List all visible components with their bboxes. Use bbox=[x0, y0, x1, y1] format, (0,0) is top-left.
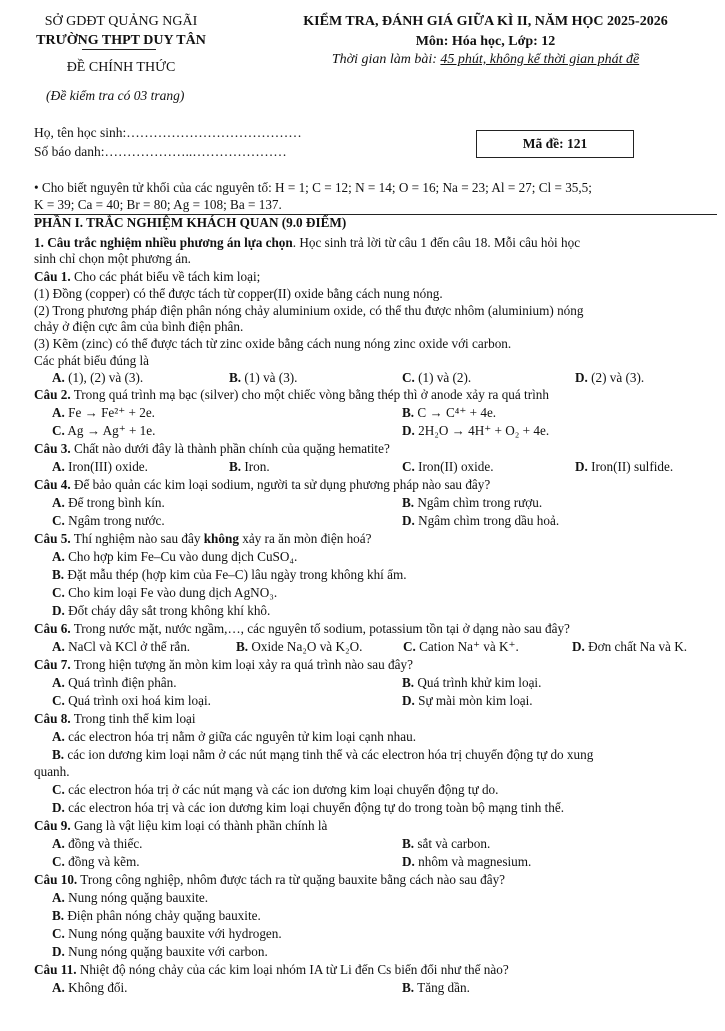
question-11: Câu 11. Nhiệt độ nóng chảy của các kim loại nhóm IA từ Li đến Cs biến đổi như thế nào? bbox=[34, 962, 509, 977]
q1-option-b: B. (1) và (3). bbox=[229, 370, 298, 385]
question-8: Câu 8. Trong tinh thể kim loại bbox=[34, 711, 196, 726]
q10-option-d: D. Nung nóng quặng bauxite với carbon. bbox=[52, 944, 268, 959]
q5-option-d: D. Đốt cháy dây sắt trong không khí khô. bbox=[52, 603, 271, 618]
pages-note: (Đề kiểm tra có 03 trang) bbox=[46, 88, 185, 103]
q3-option-a: A. Iron(III) oxide. bbox=[52, 459, 148, 474]
q1-statement-2-cont: chảy ở điện cực âm của bình điện phân. bbox=[34, 319, 244, 334]
q11-option-a: A. Không đổi. bbox=[52, 980, 128, 995]
q6-option-a: A. NaCl và KCl ở thể rắn. bbox=[52, 639, 191, 654]
q1-statement-1: (1) Đồng (copper) có thể được tách từ copper(II) oxide bằng cách nung nóng. bbox=[34, 286, 443, 301]
q3-option-b: B. Iron. bbox=[229, 459, 270, 474]
q7-option-c: C. Quá trình oxi hoá kim loại. bbox=[52, 693, 211, 708]
q9-option-d: D. nhôm và magnesium. bbox=[402, 854, 532, 869]
question-10: Câu 10. Trong công nghiệp, nhôm được tách ra từ quặng bauxite bằng cách nào sau đây? bbox=[34, 872, 506, 887]
header-underline bbox=[82, 49, 156, 50]
part1-title: PHẦN I. TRẮC NGHIỆM KHÁCH QUAN (9.0 ĐIỂM) bbox=[34, 215, 347, 230]
q10-option-c: C. Nung nóng quặng bauxite với hydrogen. bbox=[52, 926, 282, 941]
q6-option-c: C. Cation Na⁺ và K⁺. bbox=[403, 639, 519, 654]
q2-option-b: B. C → C⁴⁺ + 4e. bbox=[402, 405, 497, 420]
question-7: Câu 7. Trong hiện tượng ăn mòn kim loại xảy ra quá trình nào sau đây? bbox=[34, 657, 413, 672]
department-name: SỞ GDĐT QUẢNG NGÃI bbox=[44, 14, 198, 29]
q3-option-c: C. Iron(II) oxide. bbox=[402, 459, 494, 474]
q2-option-c: C. Ag → Ag⁺ + 1e. bbox=[52, 423, 156, 438]
q5-option-a: A. Cho hợp kim Fe–Cu vào dung dịch CuSO₄. bbox=[52, 549, 298, 564]
question-6: Câu 6. Trong nước mặt, nước ngầm,…, các nguyên tố sodium, potassium tồn tại ở dạng nào sau đây? bbox=[34, 621, 570, 636]
q6-option-d: D. Đơn chất Na và K. bbox=[572, 639, 688, 654]
student-id-field: Số báo danh:………………..………………… bbox=[34, 144, 287, 159]
q4-option-d: D. Ngâm chìm trong dầu hoả. bbox=[402, 513, 560, 528]
q10-option-b: B. Điện phân nóng chảy quặng bauxite. bbox=[52, 908, 261, 923]
q4-option-a: A. Để trong bình kín. bbox=[52, 495, 165, 510]
q4-option-b: B. Ngâm chìm trong rượu. bbox=[402, 495, 543, 510]
q2-option-a: A. Fe → Fe²⁺ + 2e. bbox=[52, 405, 155, 420]
q8-option-b: B. các ion dương kim loại nằm ở các nút mạng tinh thể và các electron hóa trị chuyển động tự do xung bbox=[52, 747, 594, 762]
q6-option-b: B. Oxide Na₂O và K₂O. bbox=[236, 639, 363, 654]
q8-option-a: A. các electron hóa trị nằm ở giữa các nguyên tử kim loại cạnh nhau. bbox=[52, 729, 417, 744]
q1-statement-2: (2) Trong phương pháp điện phân nóng chảy aluminium oxide, có thể thu được nhôm (aluminium) nóng bbox=[34, 303, 584, 318]
atomic-mass-line-1: • Cho biết nguyên tử khối của các nguyên tố: H = 1; C = 12; N = 14; O = 16; Na = 23; Al = 27; Cl = 35,5; bbox=[34, 180, 592, 195]
q7-option-a: A. Quá trình điện phân. bbox=[52, 675, 177, 690]
q4-option-c: C. Ngâm trong nước. bbox=[52, 513, 165, 528]
q11-option-b: B. Tăng dần. bbox=[402, 980, 470, 995]
atomic-mass-line-2: K = 39; Ca = 40; Br = 80; Ag = 108; Ba = 137. bbox=[34, 197, 282, 212]
q1-statement-3: (3) Kẽm (zinc) có thể được tách từ zinc oxide bằng cách nung nóng zinc oxide với carbon. bbox=[34, 336, 512, 351]
q8-option-b-cont: quanh. bbox=[34, 764, 70, 779]
q10-option-a: A. Nung nóng quặng bauxite. bbox=[52, 890, 209, 905]
question-3: Câu 3. Chất nào dưới đây là thành phần chính của quặng hematite? bbox=[34, 441, 390, 456]
q1-prompt: Các phát biểu đúng là bbox=[34, 353, 149, 368]
q1-option-c: C. (1) và (2). bbox=[402, 370, 472, 385]
question-2: Câu 2. Trong quá trình mạ bạc (silver) cho một chiếc vòng bằng thép thì ở anode xảy ra quá trình bbox=[34, 387, 549, 402]
exam-title: KIỂM TRA, ĐÁNH GIÁ GIỮA KÌ II, NĂM HỌC 2025-2026 bbox=[303, 14, 668, 29]
q7-option-b: B. Quá trình khử kim loại. bbox=[402, 675, 542, 690]
question-1: Câu 1. Cho các phát biểu về tách kim loại; bbox=[34, 269, 261, 284]
q3-option-d: D. Iron(II) sulfide. bbox=[575, 459, 674, 474]
part1-instructions-cont: sinh chỉ chọn một phương án. bbox=[34, 251, 191, 266]
subject-line: Môn: Hóa học, Lớp: 12 bbox=[415, 34, 556, 49]
time-line: Thời gian làm bài: 45 phút, không kể thời gian phát đề bbox=[331, 52, 640, 67]
q5-option-c: C. Cho kim loại Fe vào dung dịch AgNO₃. bbox=[52, 585, 278, 600]
q9-option-a: A. đồng và thiếc. bbox=[52, 836, 143, 851]
q2-option-d: D. 2H₂O → 4H⁺ + O₂ + 4e. bbox=[402, 423, 550, 438]
part1-instructions: 1. Câu trắc nghiệm nhiều phương án lựa chọn. Học sinh trả lời từ câu 1 đến câu 18. Mỗi câu hỏi học bbox=[34, 235, 581, 250]
q9-option-c: C. đồng và kẽm. bbox=[52, 854, 140, 869]
q8-option-c: C. các electron hóa trị ở các nút mạng và các ion dương kim loại chuyển động tự do. bbox=[52, 782, 499, 797]
school-name: TRƯỜNG THPT DUY TÂN bbox=[36, 33, 206, 48]
question-4: Câu 4. Để bảo quản các kim loại sodium, người ta sử dụng phương pháp nào sau đây? bbox=[34, 477, 491, 492]
q1-option-a: A. (1), (2) và (3). bbox=[52, 370, 144, 385]
student-name-field: Họ, tên học sinh:………………………………… bbox=[34, 125, 302, 140]
time-value: 45 phút, không kể thời gian phát đề bbox=[440, 52, 640, 67]
q1-option-d: D. (2) và (3). bbox=[575, 370, 645, 385]
official-label: ĐỀ CHÍNH THỨC bbox=[66, 60, 176, 75]
exam-code-box: Mã đề: 121 bbox=[476, 130, 634, 158]
q9-option-b: B. sắt và carbon. bbox=[402, 836, 491, 851]
q7-option-d: D. Sự mài mòn kim loại. bbox=[402, 693, 533, 708]
q8-option-d: D. các electron hóa trị và các ion dương kim loại chuyển động tự do trong toàn bộ mạng tinh thể. bbox=[52, 800, 565, 815]
q5-option-b: B. Đặt mẫu thép (hợp kim của Fe–C) lâu ngày trong không khí ẩm. bbox=[52, 567, 407, 582]
question-5: Câu 5. Thí nghiệm nào sau đây không xảy ra ăn mòn điện hoá? bbox=[34, 531, 372, 546]
question-9: Câu 9. Gang là vật liệu kim loại có thành phần chính là bbox=[34, 818, 328, 833]
